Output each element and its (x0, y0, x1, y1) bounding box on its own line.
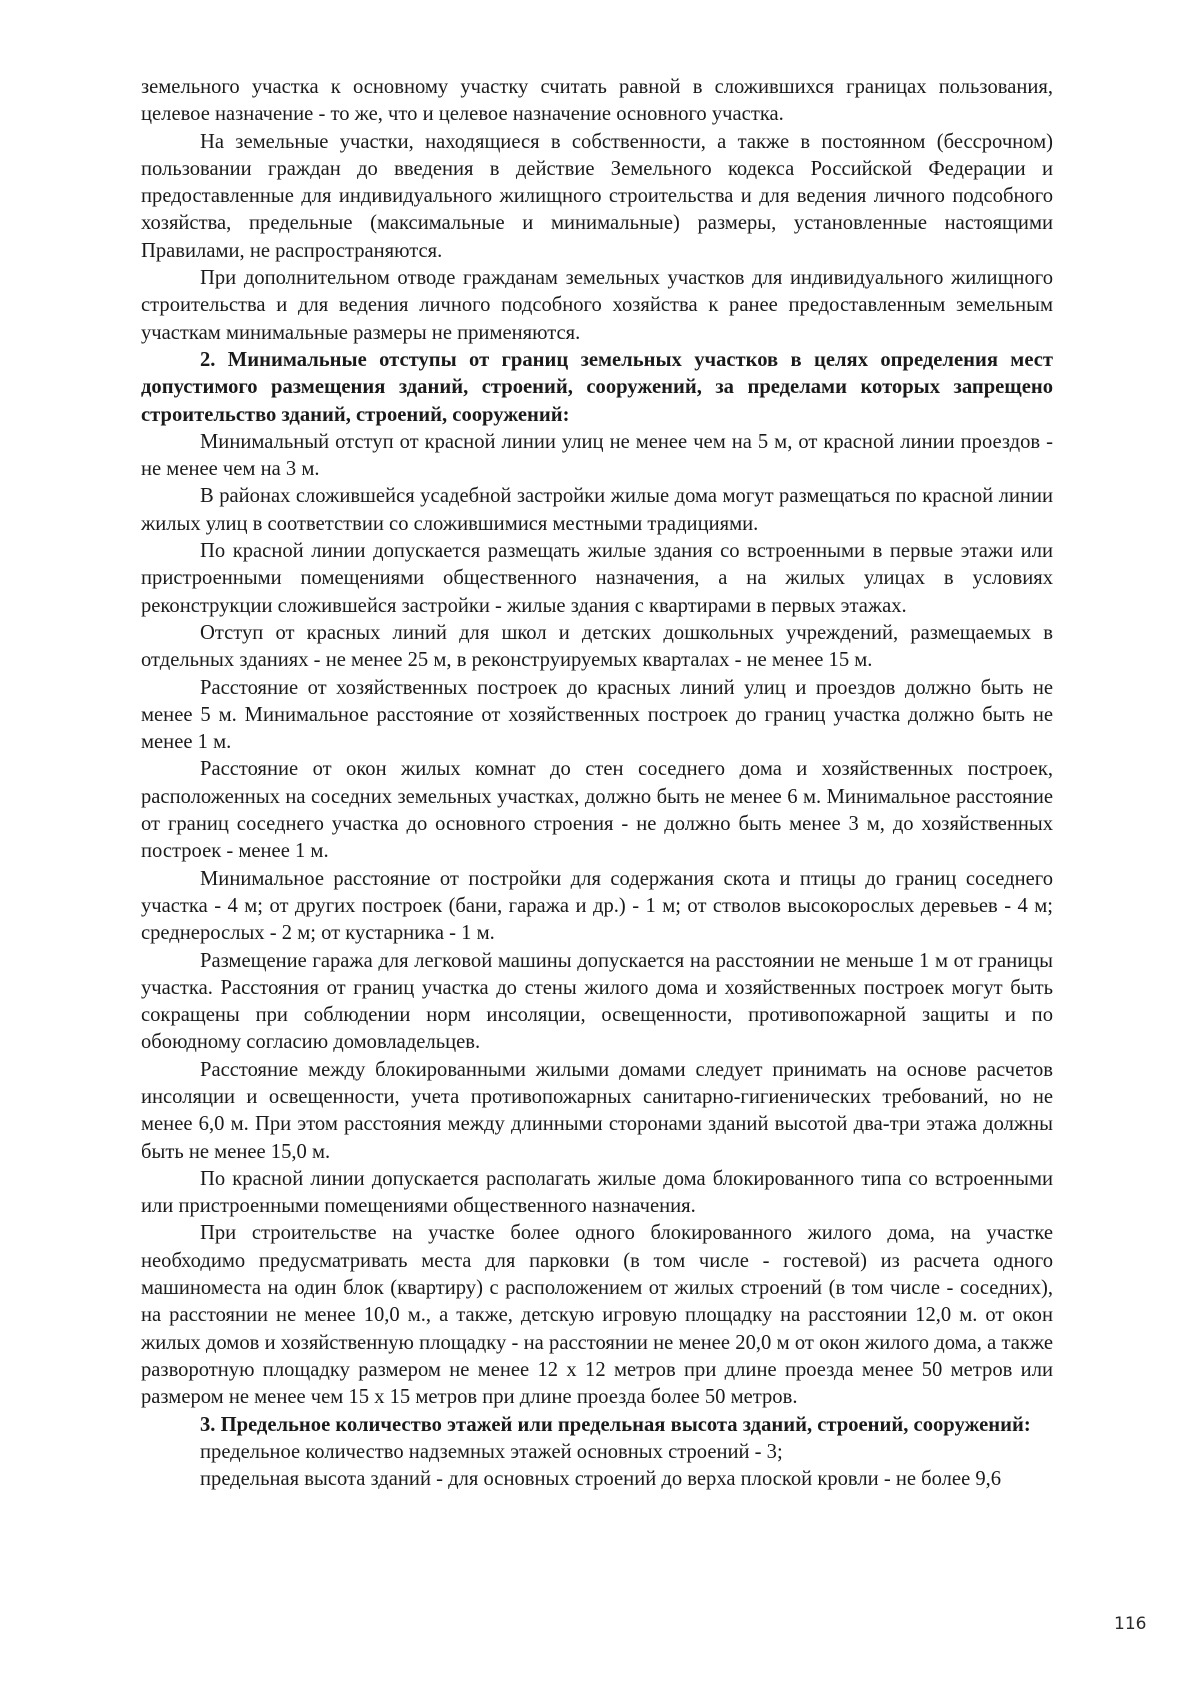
paragraph-16: предельная высота зданий - для основных строений до верха плоской кровли - не более 9,6 (200, 1468, 1002, 1491)
paragraph-5: В районах сложившейся усадебной застройки жилые дома могут размещаться по красной линии жилых улиц в соответствии со сложившимися местными традициями. (141, 485, 1053, 535)
paragraph-11: Размещение гаража для легковой машины допускается на расстоянии не меньше 1 м от границы участка. Расстояния от границ участка до стены жилого дома и хозяйственных построек могут быть сокращены при соблюдении норм инсоляции, освещенности, противопожарной защиты и по обоюдному согласию домовладельцев. (141, 949, 1053, 1054)
paragraph-14: При строительстве на участке более одного блокированного жилого дома, на участке необходимо предусматривать места для парковки (в том числе - гостевой) из расчета одного машиноместа на один блок (квартиру) с расположением от жилых строений (в том числе - соседних), на расстоянии не менее 10,0 м., а также, детскую игровую площадку на расстоянии 12,0 м. от окон жилых домов и хозяйственную площадку - на расстоянии не менее 20,0 м от окон жилого дома, а также разворотную площадку размером не менее 12 x 12 метров при длине проезда менее 50 метров или размером не менее чем 15 x 15 метров при длине проезда более 50 метров. (141, 1222, 1053, 1409)
paragraph-6: По красной линии допускается размещать жилые здания со встроенными в первые этажи или пристроенными помещениями общественного назначения, а на жилых улицах в условиях реконструкции сложившейся застройки - жилые здания с квартирами в первых этажах. (141, 540, 1053, 617)
paragraph-4: Минимальный отступ от красной линии улиц не менее чем на 5 м, от красной линии проездов - не менее чем на 3 м. (141, 430, 1053, 481)
document-body (141, 74, 1053, 1493)
paragraph-12: Расстояние между блокированными жилыми домами следует принимать на основе расчетов инсоляции и освещенности, учета противопожарных санитарно-гигиенических требований, но не менее 6,0 м. При этом расстояния между длинными сторонами зданий высотой два-три этажа должны быть не менее 15,0 м. (141, 1058, 1053, 1163)
paragraph-10: Минимальное расстояние от постройки для содержания скота и птицы до границ соседнего участка - 4 м; от других построек (бани, гаража и др.) - 1 м; от стволов высокорослых деревьев - 4 м; среднерослых - 2 м; от кустарника - 1 м. (141, 867, 1053, 945)
paragraph-15: предельное количество надземных этажей основных строений - 3; (200, 1440, 783, 1463)
paragraph-2: На земельные участки, находящиеся в собственности, а также в постоянном (бессрочном) пользовании граждан до введения в действие Земельного кодекса Российской Федерации и предоставленные для индивидуального жилищного строительства и для ведения личного подсобного хозяйства, предельные (максимальные и минимальные) размеры, установленные настоящими Правилами, не распространяются. (141, 130, 1053, 262)
paragraph-1: земельного участка к основному участку считать равной в сложившихся границах пользования, целевое назначение - то же, что и целевое назначение основного участка. (141, 76, 1053, 126)
paragraph-9: Расстояние от окон жилых комнат до стен соседнего дома и хозяйственных построек, расположенных на соседних земельных участках, должно быть не менее 6 м. Минимальное расстояние от границ соседнего участка до основного строения - не должно быть менее 3 м, до хозяйственных построек - менее 1 м. (141, 758, 1053, 863)
paragraph-13: По красной линии допускается располагать жилые дома блокированного типа со встроенными или пристроенными помещениями общественного назначения. (141, 1167, 1053, 1218)
paragraph-7: Отступ от красных линий для школ и детских дошкольных учреждений, размещаемых в отдельных зданиях - не менее 25 м, в реконструируемых кварталах - не менее 15 м. (141, 621, 1053, 672)
paragraph-3: При дополнительном отводе гражданам земельных участков для индивидуального жилищного строительства и для ведения личного подсобного хозяйства к ранее предоставленным земельным участкам минимальные размеры не применяются. (141, 267, 1053, 344)
section-heading-3: 3. Предельное количество этажей или предельная высота зданий, строений, сооружений: (200, 1413, 1031, 1436)
section-heading-2: 2. Минимальные отступы от границ земельных участков в целях определения мест допустимого размещения зданий, строений, сооружений, за пределами которых запрещено строительство зданий, строений, сооружений: (141, 348, 1053, 426)
paragraph-8: Расстояние от хозяйственных построек до красных линий улиц и проездов должно быть не менее 5 м. Минимальное расстояние от хозяйственных построек до границ участка должно быть не менее 1 м. (141, 676, 1053, 754)
page-number: 116 (1114, 1614, 1147, 1634)
